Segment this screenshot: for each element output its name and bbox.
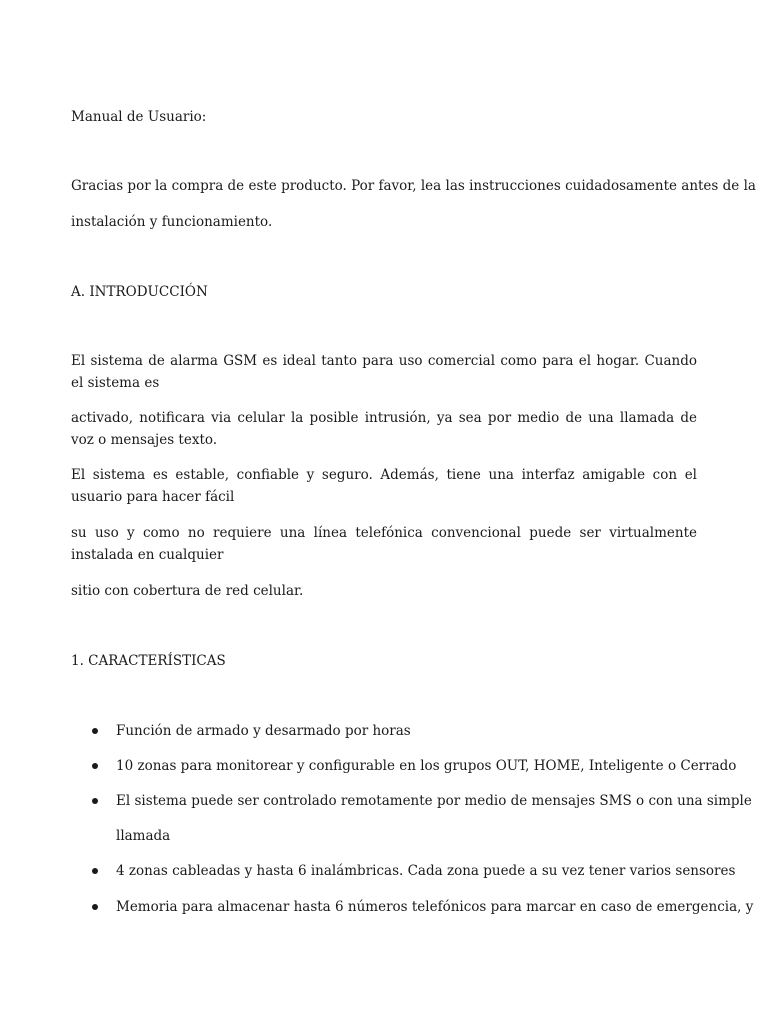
intro-line-1: Gracias por la compra de este producto. Por favor, lea las instrucciones cuidadosamente antes de la xyxy=(71,178,756,194)
list-item-text: llamada xyxy=(116,828,171,844)
intro-paragraph-line-1: El sistema de alarma GSM es ideal tanto para uso comercial como para el hogar. Cuando el sistema es xyxy=(71,353,697,391)
list-item xyxy=(116,860,736,882)
list-item-text: El sistema puede ser controlado remotamente por medio de mensajes SMS o con una simple xyxy=(116,793,752,809)
intro-paragraph-line-5: sitio con cobertura de red celular. xyxy=(71,583,304,599)
intro-line-2: instalación y funcionamiento. xyxy=(71,214,273,230)
bullet-icon xyxy=(92,798,98,804)
intro-paragraph-line-3: El sistema es estable, confiable y seguro. Además, tiene una interfaz amigable con el usuario para hacer fácil xyxy=(71,467,697,505)
list-item-text: Función de armado y desarmado por horas xyxy=(116,723,411,739)
bullet-icon xyxy=(92,904,98,910)
intro-paragraph-line-4: su uso y como no requiere una línea telefónica convencional puede ser virtualmente instalada en cualquier xyxy=(71,525,697,563)
document-title: Manual de Usuario: xyxy=(71,109,207,125)
list-item xyxy=(116,755,737,777)
bullet-icon xyxy=(92,868,98,874)
list-item xyxy=(116,790,752,812)
section-1-heading: 1. CARACTERÍSTICAS xyxy=(71,653,226,669)
bullet-icon xyxy=(92,763,98,769)
list-item xyxy=(116,896,754,918)
list-item-text: Memoria para almacenar hasta 6 números telefónicos para marcar en caso de emergencia, y xyxy=(116,899,754,915)
list-item-text: 4 zonas cableadas y hasta 6 inalámbricas. Cada zona puede a su vez tener varios sensores xyxy=(116,863,736,879)
list-item xyxy=(116,720,697,742)
section-a-heading: A. INTRODUCCIÓN xyxy=(71,284,208,300)
list-item-text: 10 zonas para monitorear y configurable en los grupos OUT, HOME, Inteligente o Cerrado xyxy=(116,758,737,774)
list-item-continuation xyxy=(116,825,697,847)
bullet-icon xyxy=(92,728,98,734)
intro-paragraph-line-2: activado, notificara via celular la posible intrusión, ya sea por medio de una llamada de voz o mensajes texto. xyxy=(71,410,697,448)
